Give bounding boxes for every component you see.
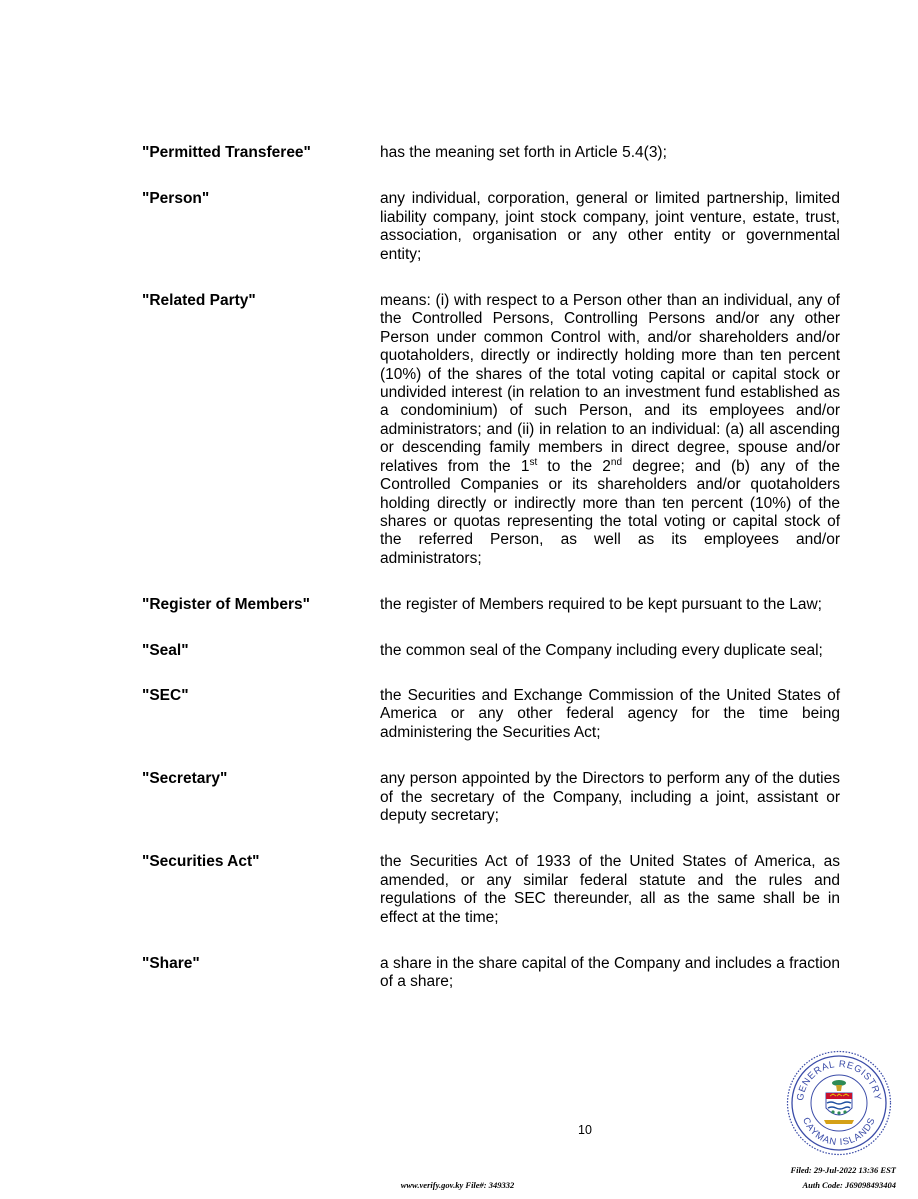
definition-row — [142, 190, 842, 264]
definition-row — [142, 853, 842, 927]
definition-row — [142, 596, 842, 614]
definition-text: a share in the share capital of the Company and includes a fraction of a share; — [380, 955, 840, 991]
definition-term: "Securities Act" — [142, 853, 260, 871]
filed-date: Filed: 29-Jul-2022 13:36 EST — [790, 1165, 896, 1175]
definitions-list — [142, 144, 842, 992]
definition-term: "Seal" — [142, 641, 189, 659]
definition-text: the Securities Act of 1933 of the United States of America, as amended, or any similar federal statute and the rules and regulations of the SEC thereunder, all as the same shall be in effect at the time; — [380, 853, 840, 926]
definition-term: "Related Party" — [142, 292, 256, 310]
definition-row — [142, 687, 842, 742]
page-number: 10 — [578, 1123, 592, 1137]
registry-seal-icon — [786, 1050, 892, 1156]
definition-term: "Permitted Transferee" — [142, 144, 311, 161]
definition-text: any individual, corporation, general or limited partnership, limited liability company, joint stock company, joint venture, estate, trust, association, organisation or any other entity or governmental entity; — [380, 190, 840, 263]
auth-code: Auth Code: J69098493404 — [802, 1180, 896, 1190]
definition-term: "Person" — [142, 190, 210, 208]
definition-term: "SEC" — [142, 686, 189, 704]
definition-row — [142, 642, 842, 660]
definition-text: the common seal of the Company including every duplicate seal; — [380, 641, 823, 659]
ordinal-suffix: nd — [610, 456, 623, 468]
verify-footer: www.verify.gov.ky File#: 349332 — [400, 1180, 515, 1190]
definition-term: "Share" — [142, 955, 200, 972]
definition-row — [142, 770, 842, 825]
definition-text: the Securities and Exchange Commission of the United States of America or any other federal agency for the time being administering the Securities Act; — [380, 686, 840, 741]
filing-stamp — [790, 1163, 896, 1193]
definition-text-part: to the 2 — [537, 457, 611, 475]
definition-row — [142, 292, 842, 568]
seal-bottom-text: CAYMAN ISLANDS — [800, 1115, 878, 1149]
crest-icon — [824, 1080, 854, 1124]
definition-text — [380, 292, 840, 568]
definition-text-part: means: (i) with respect to a Person other than an individual, any of the Controlled Persons, Controlling Persons and/or any other Person under common Control with, and/or shareholders and/or quotaholders, directly or indirectly holding more than ten percent (10%) of the shares of the total voting capital or capital stock or undivided interest (in relation to an investment fund established as a condominium) of such Person, and its employees and/or administrators; and (ii) in relation to an individual: (a) all ascending or descending family members in direct degree, spouse and/or relatives from the 1 — [380, 292, 840, 475]
definition-row — [142, 144, 842, 162]
ordinal-suffix: st — [529, 456, 538, 468]
definition-term: "Secretary" — [142, 770, 228, 788]
definition-term: "Register of Members" — [142, 596, 311, 614]
definition-row — [142, 955, 842, 992]
definition-text-part: degree; and (b) any of the Controlled Companies or its shareholders and/or quotaholders holding directly or indirectly more than ten percent (10%) of the shares or quotas representing the total voting or capital stock of the referred Person, as well as its employees and/or administrators; — [380, 457, 840, 567]
definition-text: has the meaning set forth in Article 5.4(3); — [380, 144, 667, 161]
definition-text: any person appointed by the Directors to perform any of the duties of the secretary of the Company, including a joint, assistant or deputy secretary; — [380, 770, 840, 824]
definition-text: the register of Members required to be kept pursuant to the Law; — [380, 596, 822, 614]
seal-top-text: GENERAL REGISTRY — [794, 1058, 884, 1102]
